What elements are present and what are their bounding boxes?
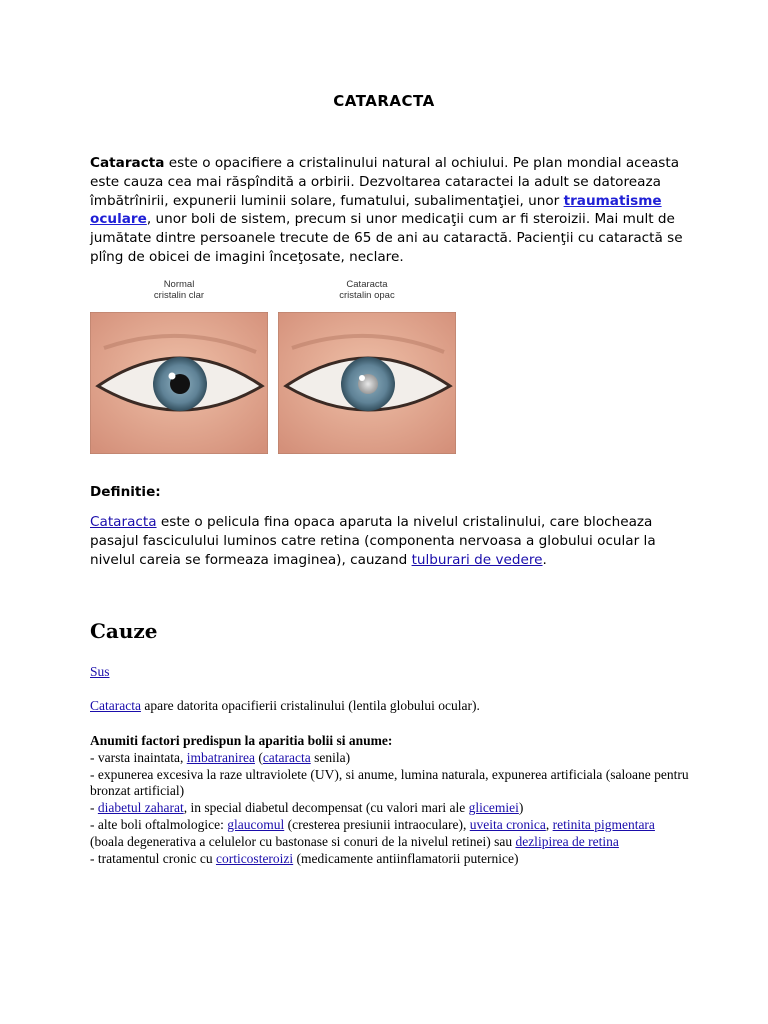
intro-text-1: este o opacifiere a cristalinului natural al ochiului. Pe plan mondial aceasta este cauza cea mai răspîndită a orbirii. Dezvoltarea cataractei la adult se datoreaza îmbătrînirii, expunerii luminii solare, fumatului, subalimentaţiei, unor [90, 155, 680, 209]
link-retinita-pigmentara[interactable]: retinita pigmentara [552, 816, 655, 832]
cauze-text: apare datorita opacifierii cristalinului (lentila globului ocular). [140, 698, 480, 713]
factor-diabet-text-1: - [90, 800, 98, 816]
factor-diabet-text-2: , in special diabetul decompensat (cu valori mari ale [183, 800, 469, 816]
link-uveita-cronica[interactable]: uveita cronica [469, 816, 546, 832]
link-tulburari-de-vedere[interactable]: tulburari de vedere [411, 551, 543, 568]
factors-heading: Anumiti factori predispun la aparitia bolii si anume: [90, 733, 393, 748]
cataract-caption-line-1: Cataracta [346, 279, 388, 290]
cataract-caption-line-2: cristalin opac [339, 289, 395, 301]
link-traumatisme-oculare[interactable]: traumatisme oculare [90, 192, 662, 228]
link-glicemiei[interactable]: glicemiei [468, 800, 519, 816]
factor-boli-text-2: (cresterea presiunii intraoculare), [284, 816, 470, 832]
link-dezlipirea-de-retina[interactable]: dezlipirea de retina [515, 833, 619, 849]
intro-term: Cataracta [90, 155, 165, 171]
cauze-paragraph [90, 698, 690, 715]
definitie-text-2: . [542, 551, 547, 568]
cauze-heading: Cauze [90, 619, 158, 643]
definitie-paragraph [90, 513, 690, 569]
cataract-eye-panel [278, 278, 456, 454]
factor-boli-oftalmologice [90, 817, 690, 851]
factor-cortico-text-2: (medicamente antiinflamatorii puternice) [293, 850, 519, 866]
factor-varsta-text-1: - varsta inaintata, [90, 749, 187, 765]
link-diabetul-zaharat[interactable]: diabetul zaharat [97, 800, 184, 816]
factor-uv: - expunerea excesiva la raze ultraviolete (UV), si anume, lumina naturala, expunerea artificiala (saloane pentru bronzat artificial) [90, 766, 689, 799]
cataract-eye-caption [278, 280, 456, 301]
page-title: CATARACTA [333, 92, 435, 110]
normal-eye-caption [90, 280, 268, 301]
normal-eye-panel [90, 278, 268, 454]
intro-paragraph [90, 154, 690, 267]
link-imbatranirea[interactable]: imbatranirea [186, 749, 255, 765]
link-cataracta-definitie[interactable]: Cataracta [90, 514, 157, 530]
intro-text-2: , unor boli de sistem, precum si unor medicaţii cum ar fi steroizii. Mai mult de jumătate dintre persoanele trecute de 65 de ani au cataractă. Pacienţii cu cataractă se plîng de obicei de imagini înceţosate, neclare. [90, 211, 683, 265]
link-glaucomul[interactable]: glaucomul [227, 816, 285, 832]
normal-caption-line-2: cristalin clar [153, 289, 205, 301]
factor-diabet [90, 800, 690, 817]
factors-list [90, 733, 690, 867]
factor-boli-text-1: - alte boli oftalmologice: [90, 816, 228, 832]
factor-varsta-text-3: senila) [310, 749, 351, 765]
link-cataracta-cauze[interactable]: Cataracta [90, 698, 141, 713]
factor-boli-text-3: , [545, 816, 553, 832]
normal-eye-illustration [90, 312, 268, 454]
factor-varsta [90, 750, 690, 767]
eye-comparison-image [90, 278, 456, 454]
link-cataracta-senila[interactable]: cataracta [262, 749, 311, 765]
factor-boli-text-4: (boala degenerativa a celulelor cu bastonase si conuri de la nivelul retinei) sau [90, 833, 516, 849]
definitie-heading: Definitie: [90, 484, 161, 500]
link-corticosteroizi[interactable]: corticosteroizi [215, 850, 294, 866]
cataract-eye-illustration [278, 312, 456, 454]
definitie-text-1: este o pelicula fina opaca aparuta la nivelul cristalinului, care blocheaza pasajul fasciculului luminos catre retina (componenta nervoasa a globului ocular la nivelul careia se formeaza imaginea), cauzand [90, 514, 656, 568]
factor-varsta-text-2: ( [254, 749, 263, 765]
normal-caption-line-1: Normal [163, 279, 195, 290]
factor-corticosteroizi [90, 851, 690, 868]
link-sus[interactable]: Sus [90, 664, 110, 679]
factor-cortico-text-1: - tratamentul cronic cu [90, 850, 216, 866]
factor-diabet-text-3: ) [518, 800, 524, 816]
